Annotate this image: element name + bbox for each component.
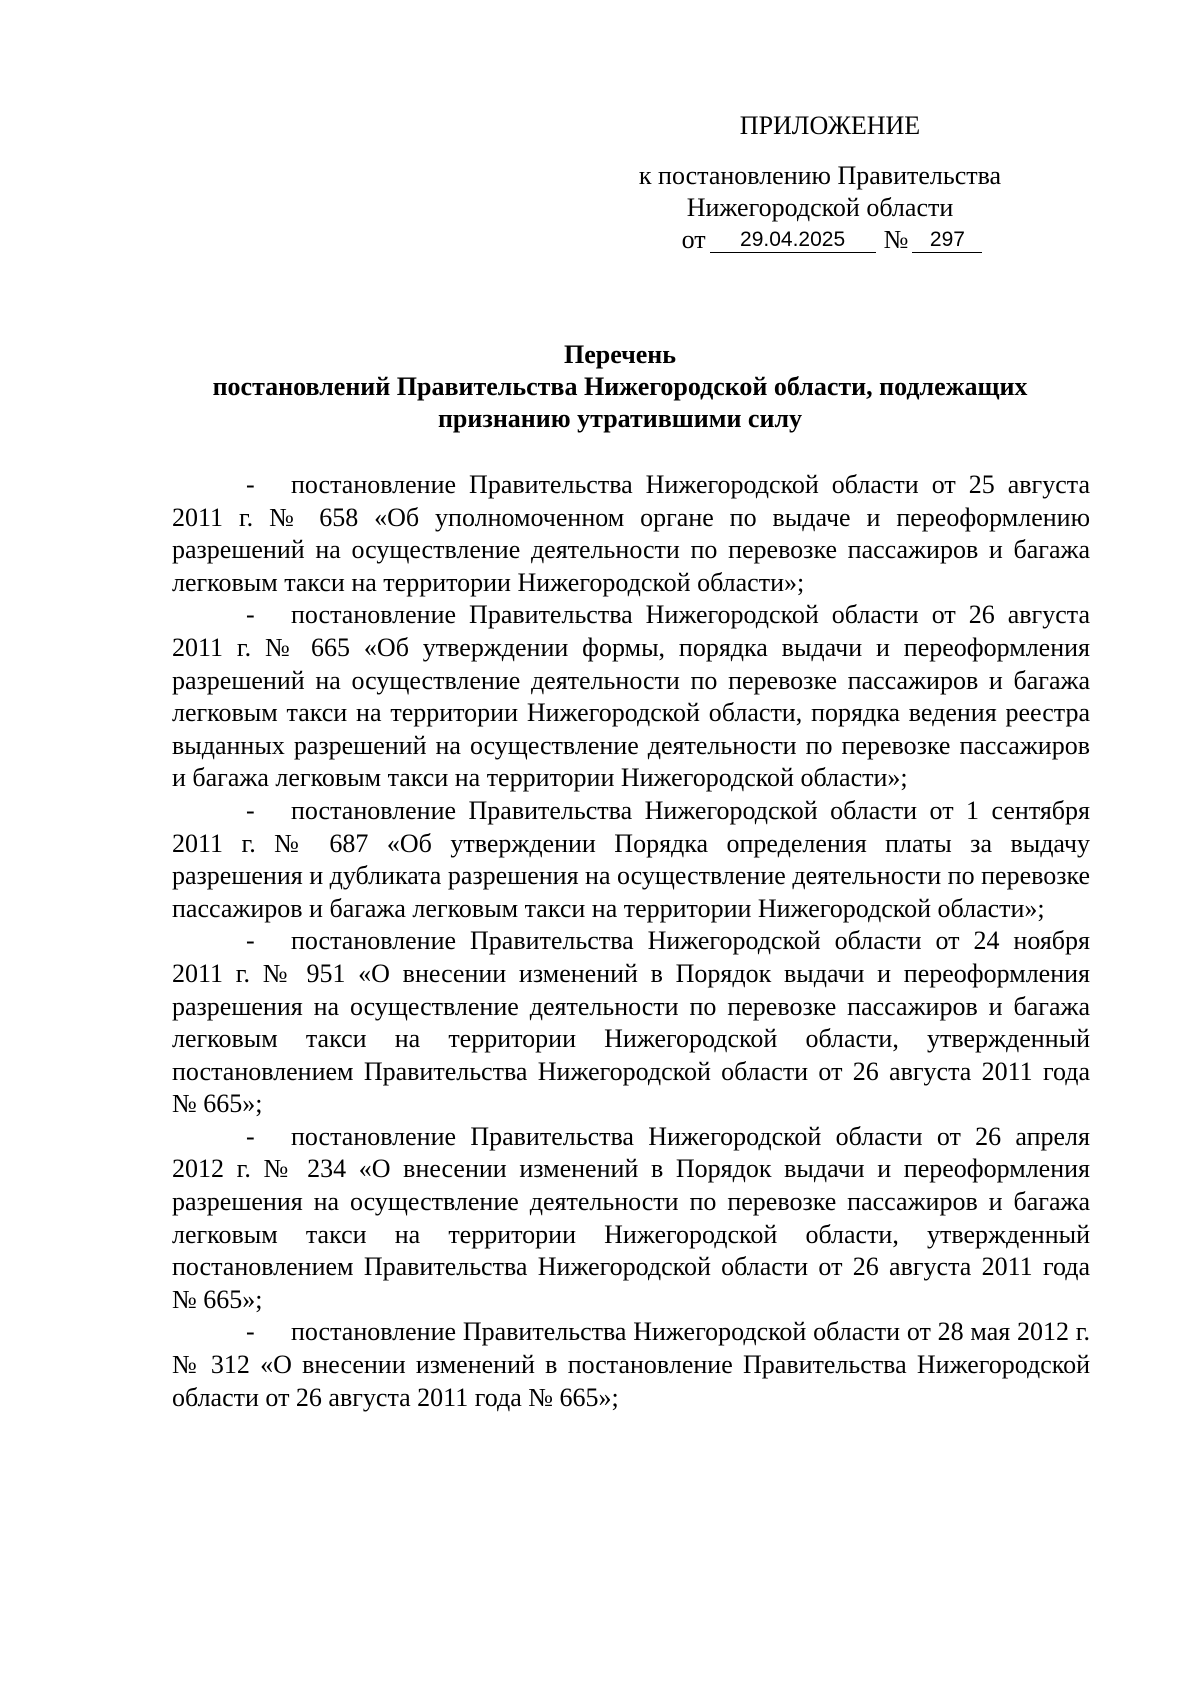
list-item-text: постановление Правительства Нижегородской области от 25 августа 2011 г. № 658 «Об уполномоченном органе по выдаче и переоформлению разрешений на осуществление деятельности по перевозке пассажиров и багажа легковым такси на территории Нижегородской области»; — [172, 470, 1090, 597]
list-item — [172, 925, 1090, 1121]
annex-line-1: к постановлению Правительства — [638, 161, 1002, 190]
list-dash: - — [246, 926, 255, 956]
list-dash: - — [246, 1121, 255, 1151]
list-dash: - — [246, 600, 255, 630]
title-line-1: Перечень — [563, 340, 677, 369]
document-title — [160, 339, 1080, 435]
registration-line — [600, 224, 1040, 256]
list-item-text: постановление Правительства Нижегородской области от 26 августа 2011 г. № 665 «Об утверждении формы, порядка выдачи и переоформления разрешений на осуществление деятельности по перевозке пассажиров и багажа легковым такси на территории Нижегородской области, порядка ведения реестра выданных разрешений на осуществление деятельности по перевозке пассажиров и багажа легковым такси на территории Нижегородской области»; — [172, 600, 1090, 793]
date-field: 29.04.2025 — [710, 228, 876, 253]
list-item-text: постановление Правительства Нижегородской области от 26 апреля 2012 г. № 234 «О внесении изменений в Порядок выдачи и переоформления разрешения на осуществление деятельности по перевозке пассажиров и багажа легковым такси на территории Нижегородской области, утвержденный постановлением Правительства Нижегородской области от 26 августа 2011 года № 665»; — [172, 1121, 1090, 1314]
title-line-3: признанию утратившими силу — [437, 404, 803, 433]
list-item-text: постановление Правительства Нижегородской области от 28 мая 2012 г. № 312 «О внесении изменений в постановление Правительства Нижегородской области от 26 августа 2011 года № 665»; — [172, 1317, 1090, 1412]
list-dash: - — [246, 1317, 255, 1347]
list-item — [172, 599, 1090, 795]
annex-header — [600, 110, 1040, 256]
annex-line-2: Нижегородской области — [686, 193, 954, 222]
list-item-text: постановление Правительства Нижегородской области от 24 ноября 2011 г. № 951 «О внесении изменений в Порядок выдачи и переоформления разрешения на осуществление деятельности по перевозке пассажиров и багажа легковым такси на территории Нижегородской области, утвержденный постановлением Правительства Нижегородской области от 26 августа 2011 года № 665»; — [172, 926, 1090, 1119]
list-dash: - — [246, 795, 255, 825]
list-item — [172, 1316, 1090, 1414]
annex-title: ПРИЛОЖЕНИЕ — [739, 111, 921, 140]
list-item — [172, 469, 1090, 599]
date-label: от — [681, 225, 706, 254]
list-item — [172, 1121, 1090, 1317]
number-label: № — [883, 225, 909, 254]
resolutions-list — [172, 469, 1090, 1414]
list-item-text: постановление Правительства Нижегородской области от 1 сентября 2011 г. № 687 «Об утверждении Порядка определения платы за выдачу разрешения и дубликата разрешения на осуществление деятельности по перевозке пассажиров и багажа легковым такси на территории Нижегородской области»; — [172, 795, 1090, 923]
title-line-2: постановлений Правительства Нижегородской области, подлежащих — [212, 372, 1028, 401]
number-field: 297 — [912, 228, 982, 253]
list-dash: - — [246, 470, 255, 499]
list-item — [172, 795, 1090, 925]
